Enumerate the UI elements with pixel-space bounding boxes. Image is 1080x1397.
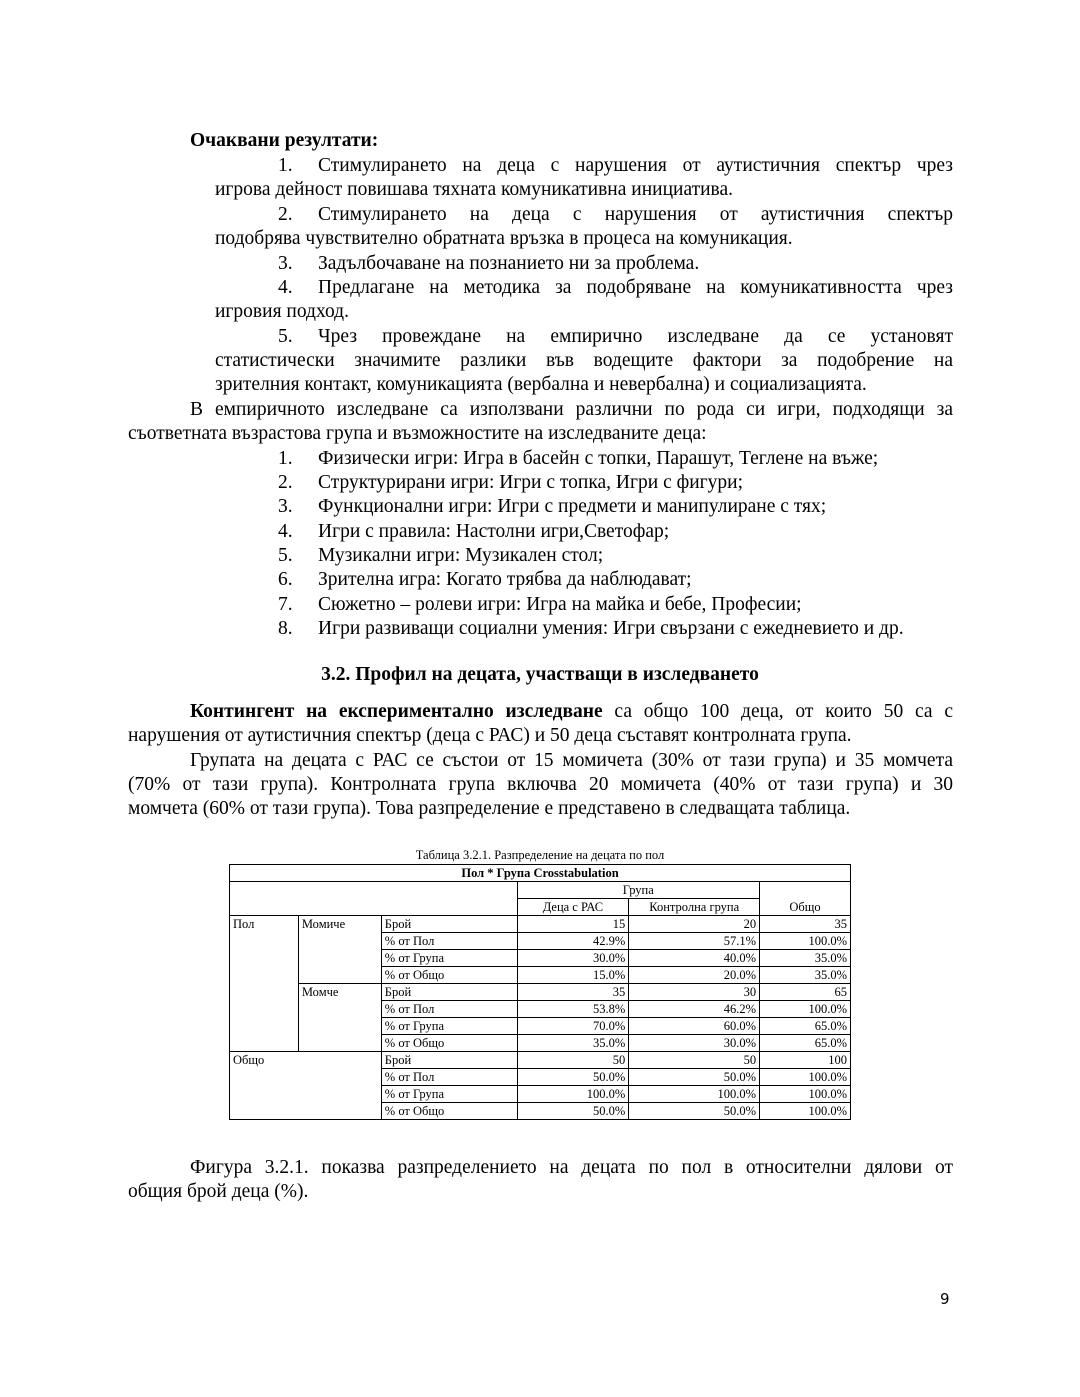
- cell-value: 53.8%: [517, 1001, 629, 1018]
- expected-result-2-line-2: подобрява чувствително обратната връзка в процеса на комуникация.: [215, 228, 793, 249]
- cell-value: 35.0%: [517, 1035, 629, 1052]
- contingent-paragraph-line-2: нарушения от аутистичния спектър (деца с РАС) и 50 деца съставят контролната група.: [128, 725, 852, 746]
- game-item: 4. Игри с правила: Настолни игри,Светофар;: [278, 521, 670, 542]
- cell-value: 100.0%: [760, 1069, 851, 1086]
- cell-value: 60.0%: [629, 1018, 760, 1035]
- cell-value: 100.0%: [760, 1086, 851, 1103]
- expected-result-3: 3. Задълбочаване на познанието ни за проблема.: [278, 253, 700, 274]
- stat-label: Брой: [381, 984, 517, 1001]
- table-row: [230, 984, 851, 1001]
- game-item: 5. Музикални игри: Музикален стол;: [278, 545, 604, 566]
- stat-label: % от Общо: [381, 967, 517, 984]
- expected-result-4-line-1: 4. Предлагане на методика за подобряване на комуникативността чрез: [278, 277, 953, 298]
- cell-value: 50: [517, 1052, 629, 1069]
- cell-value: 35.0%: [760, 967, 851, 984]
- game-item: 2. Структурирани игри: Игри с топка, Игри с фигури;: [278, 472, 744, 493]
- cell-value: 65.0%: [760, 1018, 851, 1035]
- row-var-label: Пол: [230, 916, 299, 1052]
- stat-label: % от Група: [381, 1086, 517, 1103]
- table-row: [230, 1052, 851, 1069]
- group-paragraph-line-1: Групата на децата с РАС се състои от 15 момичета (30% от тази група) и 35 момчета: [190, 750, 953, 771]
- stat-label: Брой: [381, 1052, 517, 1069]
- cell-value: 100.0%: [629, 1086, 760, 1103]
- cell-value: 100.0%: [760, 933, 851, 950]
- stat-label: % от Група: [381, 1018, 517, 1035]
- games-intro-line-2: съответната възрастова група и възможностите на изследваните деца:: [128, 423, 707, 444]
- expected-result-5-line-2: статистически значимите разлики във водещите фактори за подобрение на: [215, 350, 953, 371]
- game-item: 3. Функционални игри: Игри с предмети и манипулиране с тях;: [278, 496, 827, 517]
- table-header-row: [230, 882, 851, 899]
- game-item: 1. Физически игри: Игра в басейн с топки, Парашут, Теглене на въже;: [278, 448, 879, 469]
- table-row: [230, 916, 851, 933]
- row-group-boy: Момче: [298, 984, 381, 1052]
- expected-result-5-line-3: зрителния контакт, комуникацията (вербална и невербална) и социализацията.: [215, 374, 867, 395]
- cell-value: 30.0%: [517, 950, 629, 967]
- cell-value: 35: [517, 984, 629, 1001]
- expected-result-5-line-1: 5. Чрез провеждане на емпирично изследване да се установят: [278, 326, 953, 347]
- cell-value: 15.0%: [517, 967, 629, 984]
- game-item: 6. Зрителна игра: Когато трябва да наблюдават;: [278, 569, 692, 590]
- expected-result-1-line-1: 1. Стимулирането на деца с нарушения от аутистичния спектър чрез: [278, 155, 953, 176]
- expected-result-4-line-2: игровия подход.: [215, 301, 349, 322]
- cell-value: 30: [629, 984, 760, 1001]
- figure-ref-line-1: Фигура 3.2.1. показва разпределението на децата по пол в относителни дялови от: [190, 1157, 953, 1178]
- stat-label: % от Пол: [381, 1069, 517, 1086]
- cell-value: 35: [760, 916, 851, 933]
- cell-value: 100.0%: [760, 1103, 851, 1120]
- row-group-total: Общо: [230, 1052, 382, 1120]
- cell-value: 40.0%: [629, 950, 760, 967]
- crosstab-table: [229, 864, 851, 1120]
- games-intro-line-1: В емпиричното изследване са използвани различни по рода си игри, подходящи за: [190, 399, 953, 420]
- cell-value: 50.0%: [629, 1069, 760, 1086]
- cell-value: 70.0%: [517, 1018, 629, 1035]
- table-title: Пол * Група Crosstabulation: [230, 865, 851, 882]
- cell-value: 50.0%: [629, 1103, 760, 1120]
- expected-results-heading: Очаквани резултати:: [190, 130, 379, 151]
- row-group-girl: Момиче: [298, 916, 381, 984]
- page-number: 9: [940, 1290, 950, 1308]
- game-item: 8. Игри развиващи социални умения: Игри свързани с ежедневието и др.: [278, 618, 904, 639]
- expected-result-1-line-2: игрова дейност повишава тяхната комуникативна инициатива.: [215, 179, 734, 200]
- section-title: 3.2. Профил на децата, участващи в изследването: [321, 664, 759, 685]
- cell-value: 65: [760, 984, 851, 1001]
- cell-value: 15: [517, 916, 629, 933]
- cell-value: 35.0%: [760, 950, 851, 967]
- cell-value: 50.0%: [517, 1069, 629, 1086]
- cell-value: 100.0%: [517, 1086, 629, 1103]
- cell-value: 50.0%: [517, 1103, 629, 1120]
- cell-value: 20: [629, 916, 760, 933]
- figure-ref-line-2: общия брой деца (%).: [128, 1181, 309, 1202]
- col-header-asd: Деца с РАС: [517, 899, 629, 916]
- group-header: Група: [517, 882, 760, 899]
- cell-value: 20.0%: [629, 967, 760, 984]
- cell-value: 100: [760, 1052, 851, 1069]
- stat-label: % от Пол: [381, 933, 517, 950]
- table-caption: Таблица 3.2.1. Разпределение на децата по пол: [415, 848, 665, 862]
- cell-value: 100.0%: [760, 1001, 851, 1018]
- group-paragraph-line-2: (70% от тази група). Контролната група включва 20 момичета (40% от тази група) и 30: [128, 774, 953, 795]
- cell-value: 57.1%: [629, 933, 760, 950]
- expected-result-2-line-1: 2. Стимулирането на деца с нарушения от аутистичния спектър: [278, 204, 953, 225]
- header-empty-cell: [230, 882, 518, 916]
- col-header-total: Общо: [760, 882, 851, 916]
- stat-label: % от Общо: [381, 1103, 517, 1120]
- stat-label: % от Общо: [381, 1035, 517, 1052]
- stat-label: Брой: [381, 916, 517, 933]
- stat-label: % от Пол: [381, 1001, 517, 1018]
- contingent-paragraph-line-1: Контингент на експериментално изследване са общо 100 деца, от които 50 са с: [190, 701, 953, 722]
- cell-value: 50: [629, 1052, 760, 1069]
- cell-value: 46.2%: [629, 1001, 760, 1018]
- cell-value: 42.9%: [517, 933, 629, 950]
- col-header-control: Контролна група: [629, 899, 760, 916]
- table-title-row: [230, 865, 851, 882]
- cell-value: 65.0%: [760, 1035, 851, 1052]
- cell-value: 30.0%: [629, 1035, 760, 1052]
- group-paragraph-line-3: момчета (60% от тази група). Това разпределение е представено в следващата таблица.: [128, 798, 851, 819]
- game-item: 7. Сюжетно – ролеви игри: Игра на майка и бебе, Професии;: [278, 594, 802, 615]
- stat-label: % от Група: [381, 950, 517, 967]
